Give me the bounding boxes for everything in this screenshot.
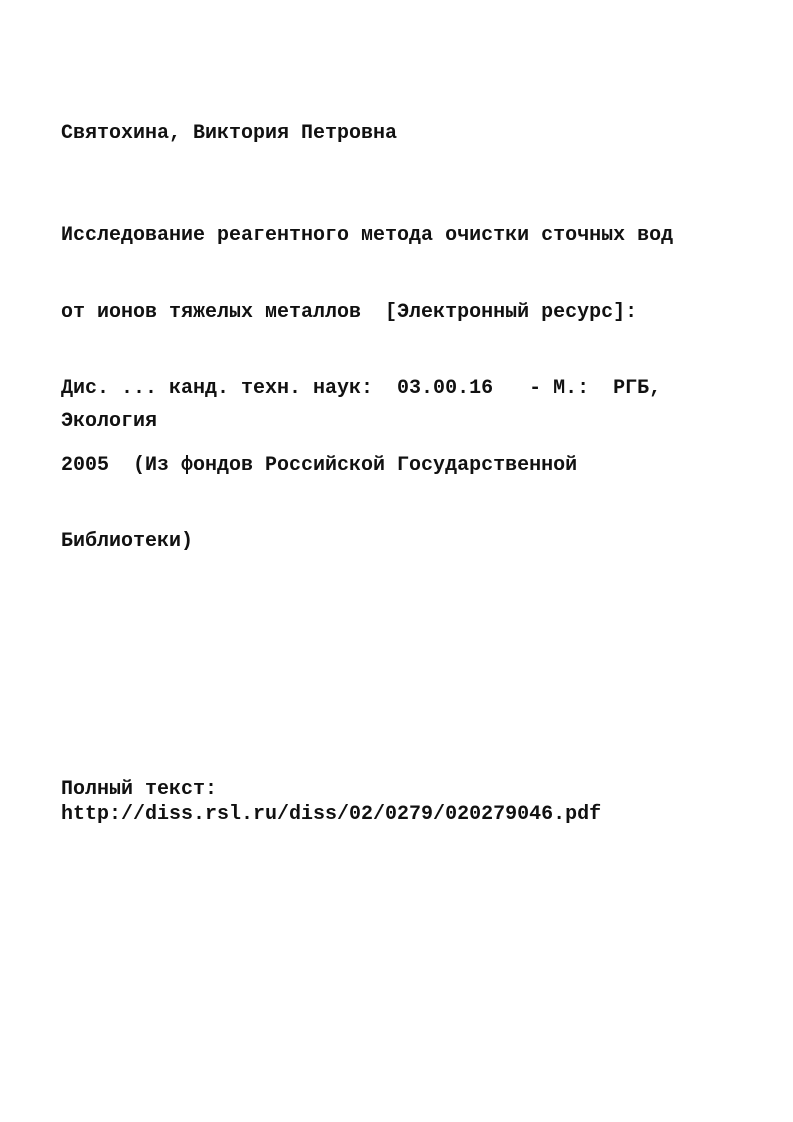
fulltext-label: Полный текст: — [61, 778, 218, 801]
author-name: Святохина, Виктория Петровна — [61, 122, 398, 145]
bibliographic-description — [61, 172, 673, 606]
fulltext-link[interactable]: http://diss.rsl.ru/diss/02/0279/020279046.pdf — [61, 803, 602, 826]
title-line: от ионов тяжелых металлов [Электронный ресурс]: — [61, 300, 638, 324]
subject-heading: Экология — [61, 410, 158, 433]
title-line: Дис. ... канд. техн. наук: 03.00.16 - М.: РГБ, — [61, 377, 662, 400]
title-line: Библиотеки) — [61, 530, 194, 553]
title-line: Исследование реагентного метода очистки сточных вод — [61, 224, 674, 247]
title-line: 2005 (Из фондов Российской Государственной — [61, 453, 578, 477]
